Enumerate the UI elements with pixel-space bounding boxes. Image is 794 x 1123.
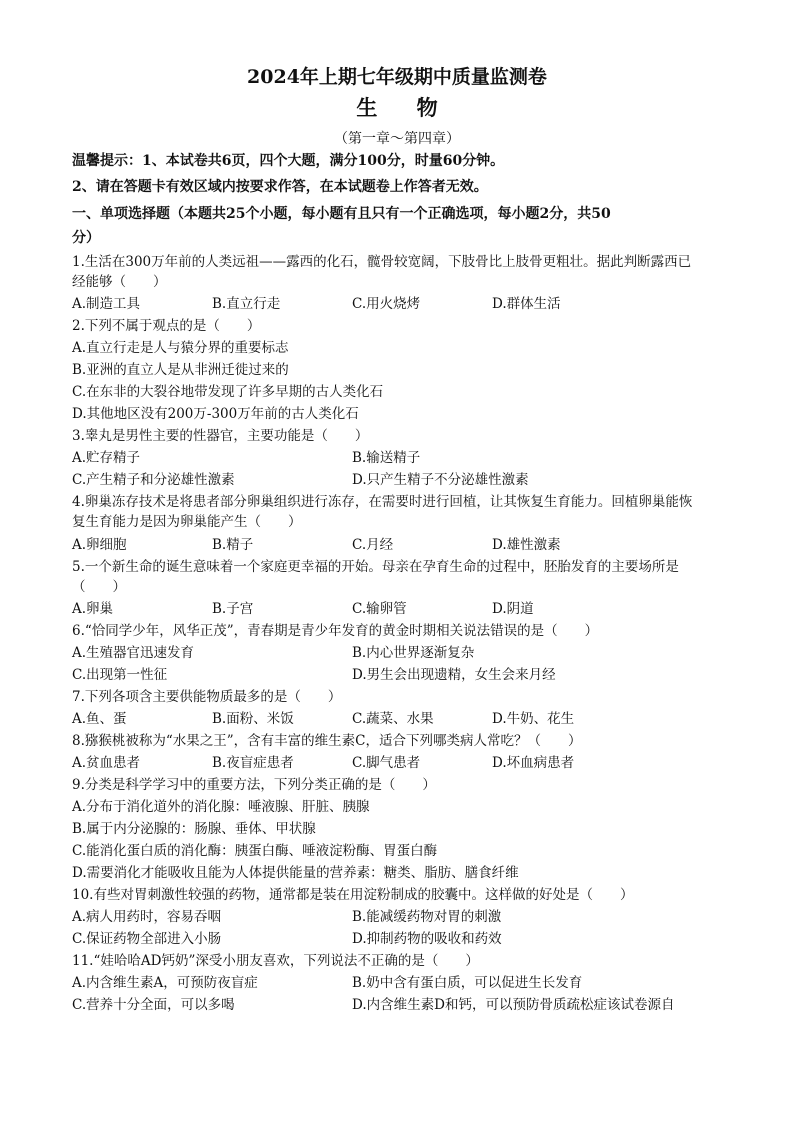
question-7-stem: 7.下列各项含主要供能物质最多的是（ ）	[72, 689, 342, 705]
q3-option-b: B.输送精子	[352, 450, 421, 466]
q4-option-d: D.雄性激素	[492, 537, 561, 553]
q7-option-c: C.蔬菜、水果	[352, 711, 434, 727]
q1-option-c: C.用火烧烤	[352, 296, 421, 312]
q9-option-c: C.能消化蛋白质的消化酶：胰蛋白酶、唾液淀粉酶、胃蛋白酶	[72, 843, 438, 859]
q9-option-b: B.属于内分泌腺的：肠腺、垂体、甲状腺	[72, 821, 316, 837]
q2-option-a: A.直立行走是人与猿分界的重要标志	[72, 340, 289, 356]
exam-title: 2024年上期七年级期中质量监测卷	[247, 66, 547, 88]
q6-option-d: D.男生会出现遗精，女生会来月经	[352, 667, 556, 683]
q6-option-c: C.出现第一性征	[72, 667, 168, 683]
q11-option-b: B.奶中含有蛋白质，可以促进生长发育	[352, 975, 583, 991]
q9-option-d: D.需要消化才能吸收且能为人体提供能量的营养素：糖类、脂肪、膳食纤维	[72, 865, 519, 881]
question-9-stem: 9.分类是科学学习中的重要方法，下列分类正确的是（ ）	[72, 777, 436, 793]
q2-option-d: D.其他地区没有200万-300万年前的古人类化石	[72, 406, 359, 422]
notice-line-2: 2、请在答题卡有效区域内按要求作答，在本试题卷上作答者无效。	[72, 179, 488, 195]
q7-option-b: B.面粉、米饭	[212, 711, 294, 727]
q5-option-a: A.卵巢	[72, 601, 114, 617]
q8-option-c: C.脚气患者	[352, 755, 421, 771]
q7-option-a: A.鱼、蛋	[72, 711, 127, 727]
q8-option-a: A.贫血患者	[72, 755, 141, 771]
q11-option-d: D.内含维生素D和钙，可以预防骨质疏松症该试卷源自	[352, 997, 675, 1013]
q10-option-d: D.抑制药物的吸收和药效	[352, 931, 502, 947]
section-heading-cont: 分）	[72, 230, 100, 246]
question-5-stem-cont: （ ）	[72, 579, 126, 595]
q11-option-c: C.营养十分全面，可以多喝	[72, 997, 235, 1013]
question-1-stem: 1.生活在300万年前的人类远祖——露西的化石，髋骨较宽阔，下肢骨比上肢骨更粗壮。据此判断露西已	[72, 254, 692, 270]
q3-option-d: D.只产生精子不分泌雄性激素	[352, 472, 529, 488]
question-6-stem: 6.“恰同学少年，风华正茂”，青春期是青少年发育的黄金时期相关说法错误的是（ ）	[72, 623, 599, 639]
q5-option-b: B.子宫	[212, 601, 254, 617]
question-11-stem: 11.“娃哈哈AD钙奶”深受小朋友喜欢，下列说法不正确的是（ ）	[72, 953, 479, 969]
q1-option-d: D.群体生活	[492, 296, 561, 312]
question-10-stem: 10.有些对胃刺激性较强的药物，通常都是装在用淀粉制成的胶囊中。这样做的好处是（ ）	[72, 887, 634, 903]
q1-option-a: A.制造工具	[72, 296, 141, 312]
question-4-stem: 4.卵巢冻存技术是将患者部分卵巢组织进行冻存，在需要时进行回植，让其恢复生育能力。回植卵巢能恢	[72, 494, 693, 510]
notice-line-1: 温馨提示：1、本试卷共6页，四个大题，满分100分，时量60分钟。	[72, 153, 505, 169]
q3-option-a: A.贮存精子	[72, 450, 141, 466]
q5-option-c: C.输卵管	[352, 601, 407, 617]
q10-option-c: C.保证药物全部进入小肠	[72, 931, 222, 947]
q6-option-a: A.生殖器官迅速发育	[72, 645, 195, 661]
q5-option-d: D.阴道	[492, 601, 534, 617]
q10-option-a: A.病人用药时，容易吞咽	[72, 909, 222, 925]
q4-option-a: A.卵细胞	[72, 537, 127, 553]
q10-option-b: B.能减缓药物对胃的刺激	[352, 909, 502, 925]
q1-option-b: B.直立行走	[212, 296, 281, 312]
section-heading: 一、单项选择题（本题共25个小题，每小题有且只有一个正确选项，每小题2分，共50	[72, 206, 611, 222]
question-1-stem-cont: 经能够（ ）	[72, 274, 167, 290]
question-3-stem: 3.睾丸是男性主要的性器官，主要功能是（ ）	[72, 428, 369, 444]
chapter-scope: （第一章～第四章）	[334, 131, 460, 147]
q11-option-a: A.内含维生素A，可预防夜盲症	[72, 975, 258, 991]
q3-option-c: C.产生精子和分泌雄性激素	[72, 472, 235, 488]
question-5-stem: 5.一个新生命的诞生意味着一个家庭更幸福的开始。母亲在孕育生命的过程中，胚胎发育的主要场所是	[72, 559, 679, 575]
subject-title: 生 物	[356, 95, 454, 120]
question-8-stem: 8.猕猴桃被称为“水果之王”，含有丰富的维生素C，适合下列哪类病人常吃？（ ）	[72, 733, 582, 749]
q2-option-c: C.在东非的大裂谷地带发现了许多早期的古人类化石	[72, 384, 384, 400]
question-4-stem-cont: 复生育能力是因为卵巢能产生（ ）	[72, 514, 302, 530]
q7-option-d: D.牛奶、花生	[492, 711, 575, 727]
question-2-stem: 2.下列不属于观点的是（ ）	[72, 318, 261, 334]
q4-option-b: B.精子	[212, 537, 254, 553]
q2-option-b: B.亚洲的直立人是从非洲迁徙过来的	[72, 362, 289, 378]
q9-option-a: A.分布于消化道外的消化腺：唾液腺、肝脏、胰腺	[72, 799, 370, 815]
q8-option-d: D.坏血病患者	[492, 755, 575, 771]
q8-option-b: B.夜盲症患者	[212, 755, 294, 771]
q4-option-c: C.月经	[352, 537, 394, 553]
q6-option-b: B.内心世界逐渐复杂	[352, 645, 475, 661]
